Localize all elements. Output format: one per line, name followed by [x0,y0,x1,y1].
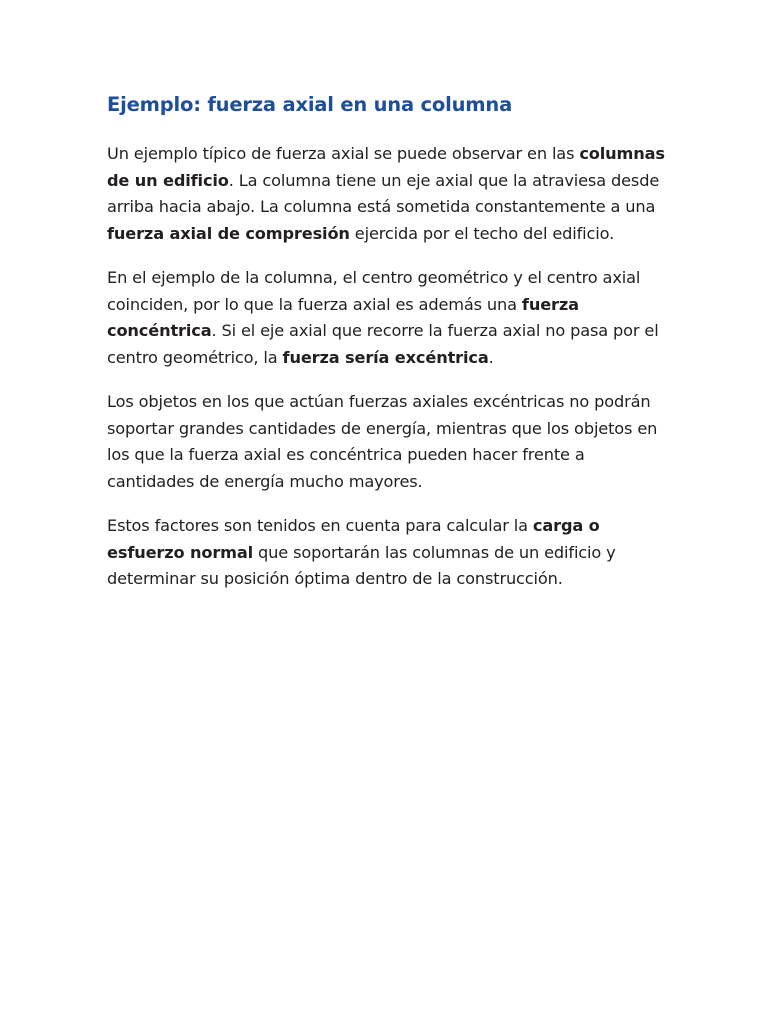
paragraph-2-text: En el ejemplo de la columna, el centro geométrico y el centro axial coinciden, por lo que la fuerza axial es además una [107,268,641,314]
paragraph-3 [107,389,667,495]
paragraph-2-bold-excentrica: fuerza sería excéntrica [282,347,489,367]
paragraph-1 [107,141,667,247]
paragraph-1-text: . La columna tiene un eje axial que la atraviesa desde arriba hacia abajo. La columna está sometida constantemente a una [107,170,660,217]
paragraph-4-text: Estos factores son tenidos en cuenta para calcular la [107,516,533,536]
page-title: Ejemplo: fuerza axial en una columna [107,93,513,116]
paragraph-1-text: ejercida por el techo del edificio. [349,223,615,243]
paragraph-2-text: . Si el eje axial que recorre la fuerza axial no pasa por el centro geométrico, la [107,321,659,367]
document-page [107,92,667,611]
paragraph-2-text: . [488,347,494,367]
paragraph-2-bold-concentrica: fuerza concéntrica [107,294,579,341]
paragraph-4-bold-carga: carga o esfuerzo normal [107,516,600,562]
paragraph-1-bold-compresion: fuerza axial de compresión [107,223,350,243]
paragraph-1-text: Un ejemplo típico de fuerza axial se puede observar en las [107,144,580,164]
paragraph-4 [107,513,667,593]
paragraph-1-bold-columnas: columnas de un edificio [107,144,665,190]
paragraph-3-text: Los objetos en los que actúan fuerzas axiales excéntricas no podrán soportar grandes cantidades de energía, mientras que los objetos en los que la fuerza axial es concéntrica pueden hacer frente a cantidades de energía mucho mayores. [107,392,658,491]
paragraph-2 [107,265,667,371]
paragraph-4-text: que soportarán las columnas de un edificio y determinar su posición óptima dentro de la construcción. [107,542,616,589]
